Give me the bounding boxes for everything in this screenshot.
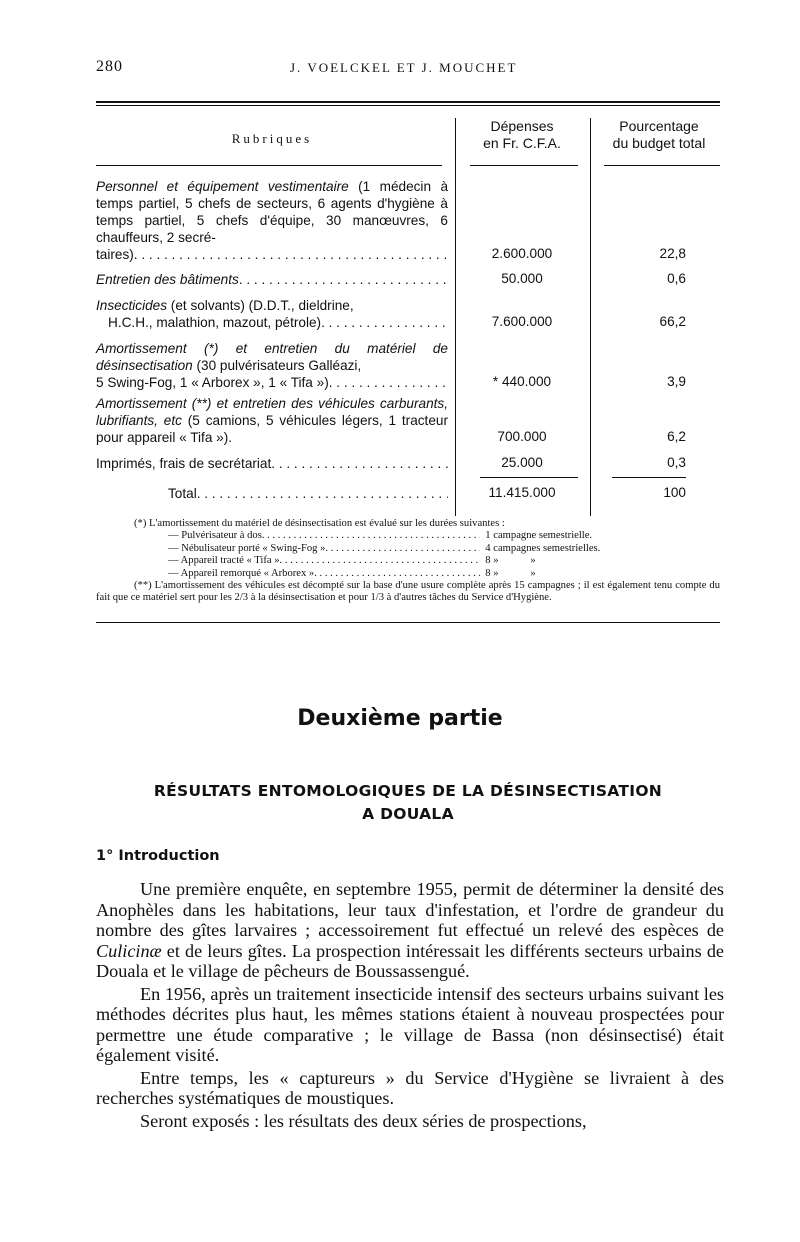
running-title: J. VOELCKEL ET J. MOUCHET (290, 60, 518, 75)
row-label-last: 5 Swing-Fog, 1 « Arborex », 1 « Tifa ») (96, 375, 329, 390)
table-cell-percent: 0,3 (667, 455, 686, 470)
table-cell-percent: 66,2 (659, 314, 686, 329)
footnote-item-count: 8 (485, 567, 491, 579)
column-divider (590, 118, 591, 516)
table-row-label (96, 297, 448, 331)
footnote-item (96, 530, 720, 542)
row-label-italic: Personnel et équipement vestimentaire (96, 179, 349, 194)
footnote-item-count: 8 (485, 555, 491, 567)
table-total-amount: 11.415.000 (488, 485, 556, 500)
table-top-rule-2 (96, 105, 720, 106)
footnote-item-unit: campagnes semestrielles. (493, 542, 601, 554)
row-label-text: (et solvants) (D.D.T., dieldrine, (167, 298, 354, 313)
table-cell-percent: 6,2 (667, 429, 686, 444)
footnote-item-unit: campagne semestrielle. (493, 530, 593, 542)
table-cell-amount: 50.000 (501, 271, 543, 286)
leader-dots (134, 246, 448, 263)
table-cell-percent: 22,8 (659, 246, 686, 261)
header-rule (604, 165, 720, 166)
header-line: Pourcentage (619, 118, 699, 134)
header-line: du budget total (612, 135, 706, 151)
footnote-2: (**) L'amortissement des véhicules est décompté sur la base d'une usure complète après 15 campagnes ; il est également tenu compte du fait que ce matériel sert pour les 2/3 à la désinsectisation et pour 1/3 à d'autres tâches du Service d'Hygiène. (96, 580, 720, 604)
table-row-label (96, 395, 448, 446)
part-title: Deuxième partie (297, 706, 503, 731)
chapter-title-line: A DOUALA (362, 805, 454, 823)
footnote-item (96, 568, 720, 580)
footnote-1: (*) L'amortissement du matériel de désinsectisation est évalué sur les durées suivantes : (134, 518, 505, 529)
table-cell-amount: 25.000 (501, 455, 543, 470)
row-label-last: H.C.H., malathion, mazout, pétrole) (108, 315, 322, 330)
column-header-depenses (458, 118, 586, 152)
table-row-label (96, 455, 448, 472)
column-header-pourcentage (596, 118, 722, 152)
leader-dots (321, 314, 448, 331)
chapter-title-line: RÉSULTATS ENTOMOLOGIQUES DE LA DÉSINSECTISATION (153, 782, 663, 800)
row-label-italic: Amortissement (**) et entretien des véhicules carburants, lubrifiants, etc (96, 396, 448, 428)
row-label-last: taires) (96, 247, 134, 262)
footnote-item-count: 1 (485, 530, 491, 542)
table-footnotes (96, 518, 720, 605)
header-rule (470, 165, 578, 166)
footnote-item-label: — Appareil tracté « Tifa » (168, 555, 280, 567)
footnote-item-label: — Appareil remorqué « Arborex » (168, 567, 315, 579)
table-cell-amount: 7.600.000 (491, 314, 553, 329)
row-label-last: Imprimés, frais de secrétariat (96, 456, 272, 471)
table-row-label (96, 271, 448, 288)
leader-dots (239, 271, 448, 288)
chapter-title (96, 780, 720, 826)
paragraph (96, 879, 724, 982)
footnote-item-count: 4 (485, 542, 491, 554)
paragraph: Seront exposés : les résultats des deux séries de prospections, (140, 1110, 587, 1131)
leader-dots (197, 485, 448, 502)
row-label-text: (30 pulvérisateurs Galléazi, (192, 358, 362, 373)
table-cell-percent: 0,6 (667, 271, 686, 286)
table-row-label (96, 340, 448, 391)
taxon-name: Culicinæ (96, 940, 162, 961)
leader-dots (271, 455, 448, 472)
header-rule (96, 165, 442, 166)
row-label-italic: Entretien des bâtiments (96, 272, 239, 287)
page-number: 280 (96, 58, 123, 75)
row-label-italic: Amortissement (*) et entretien du matériel de désinsectisation (96, 341, 448, 373)
table-total-label (96, 485, 448, 502)
table-cell-percent: 3,9 (667, 374, 686, 389)
leader-dots (329, 374, 448, 391)
leader-dots (325, 543, 480, 555)
leader-dots (262, 530, 480, 542)
total-label: Total (168, 486, 197, 501)
column-header-rubriques: Rubriques (231, 131, 313, 146)
paragraph-text: Une première enquête, en septembre 1955, permit de déterminer la densité des Anophèles dans les habitations, leur taux d'infestation, et l'ordre de grandeur du nombre des gîtes larvaires ; accessoirement fut effectué un relevé des espèces de (96, 879, 724, 940)
column-divider (455, 118, 456, 516)
footnote-item-label: — Nébulisateur porté « Swing-Fog » (168, 542, 326, 554)
footnote-item (96, 543, 720, 555)
table-cell-amount: * 440.000 (492, 374, 552, 389)
table-top-rule (96, 101, 720, 103)
table-cell-amount: 700.000 (497, 429, 547, 444)
footnote-item-unit: » » (493, 567, 536, 579)
total-rule (612, 477, 686, 478)
paragraph: Entre temps, les « captureurs » du Service d'Hygiène se livraient à des recherches systématiques de moustiques. (96, 1067, 724, 1108)
subsection-title: 1° Introduction (96, 848, 220, 864)
footnote-item-label: — Pulvérisateur à dos (168, 530, 262, 542)
row-label-text: (5 camions, 5 véhicules légers, 1 tracteur pour appareil « Tifa »). (96, 413, 448, 445)
header-line: en Fr. C.F.A. (483, 135, 561, 151)
footnote-item (96, 555, 720, 567)
footnote-item-unit: » » (493, 555, 536, 567)
footnotes-bottom-rule (96, 622, 720, 623)
body-text (96, 879, 724, 1133)
header-line: Dépenses (490, 118, 554, 134)
leader-dots (314, 568, 480, 580)
row-label-italic: Insecticides (96, 298, 168, 313)
table-cell-amount: 2.600.000 (491, 246, 553, 261)
paragraph: En 1956, après un traitement insecticide intensif des secteurs urbains suivant les méthodes décrites plus haut, les mêmes stations étaient à nouveau prospectées pour permettre une étude comparative ; le village de Bassa (non désinsectisé) était également visité. (96, 983, 724, 1065)
leader-dots (280, 555, 480, 567)
table-row-label (96, 178, 448, 263)
row-label-text: (1 médecin à temps partiel, 5 chefs de secteurs, 6 agents d'hygiène à temps partiel, 5 chefs d'équipe, 30 manœuvres, 6 chauffeurs, 2 secré- (96, 179, 448, 245)
total-rule (480, 477, 578, 478)
paragraph-text: et de leurs gîtes. La prospection intéressait les différents secteurs urbains de Douala et le village de pêcheurs de Boussassengué. (96, 940, 724, 981)
table-total-percent: 100 (663, 485, 686, 500)
